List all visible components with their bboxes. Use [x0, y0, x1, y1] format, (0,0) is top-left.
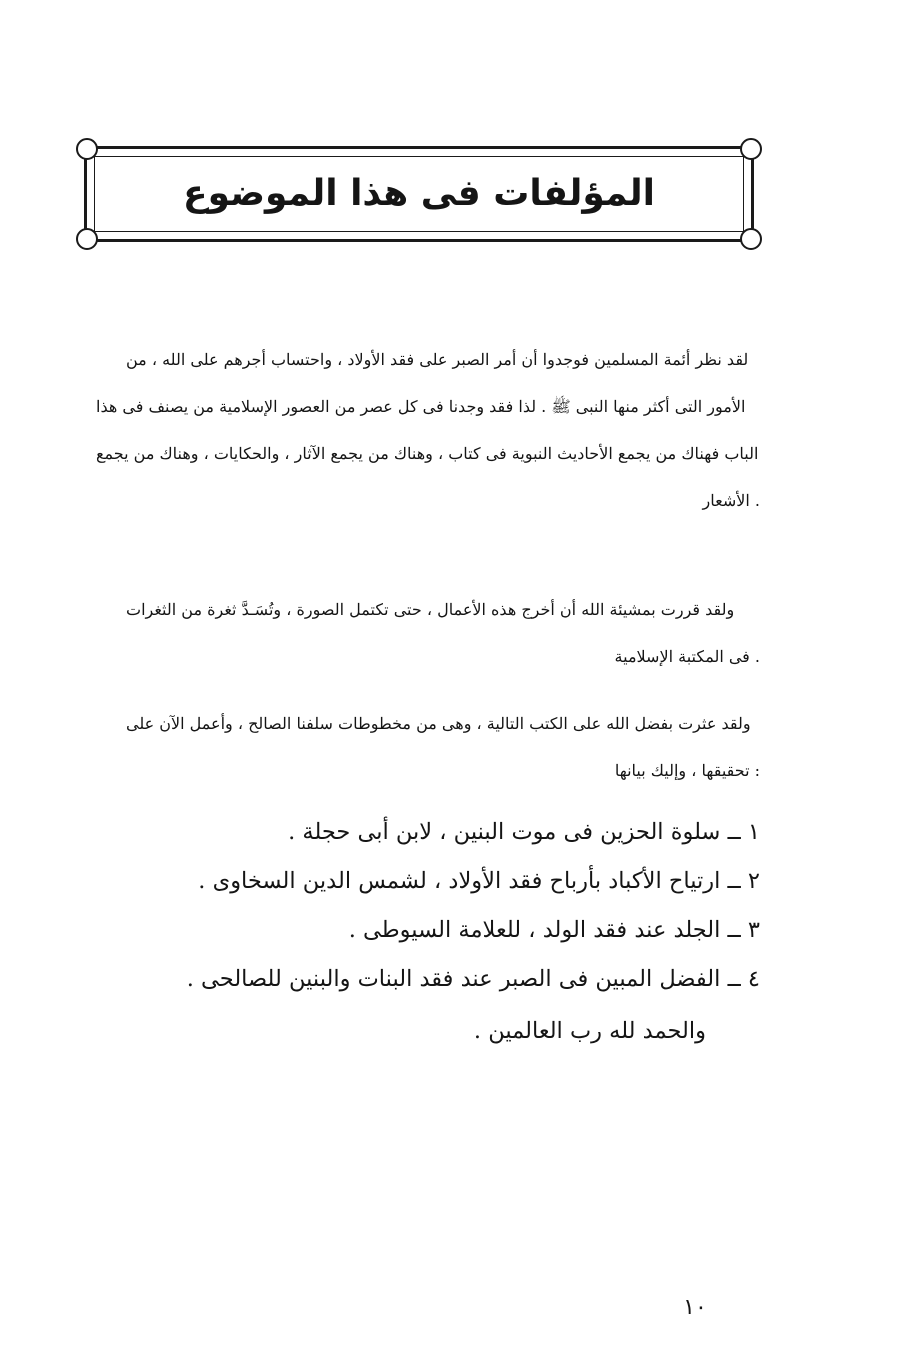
page-title: المؤلفات فى هذا الموضوع	[183, 173, 655, 214]
list-item: ٣ ــ الجلد عند فقد الولد ، للعلامة السيوطى .	[348, 917, 760, 943]
title-frame	[84, 146, 754, 242]
frame-corner-ornament	[740, 228, 762, 250]
paragraph-decision: ولقد قررت بمشيئة الله أن أخرج هذه الأعمال ، حتى تكتمل الصورة ، وتُسَـدَّ ثغرة من الثغرات فى المكتبة الإسلامية .	[126, 600, 760, 666]
closing-line: والحمد لله رب العالمين .	[473, 1018, 706, 1044]
list-item: ٢ ــ ارتياح الأكباد بأرباح فقد الأولاد ، لشمس الدين السخاوى .	[198, 868, 760, 894]
books-list	[96, 808, 760, 1004]
paragraph-manuscripts: ولقد عثرت بفضل الله على الكتب التالية ، وهى من مخطوطات سلفنا الصالح ، وأعمل الآن على تحقيقها ، وإليك بيانها :	[126, 714, 760, 780]
frame-corner-ornament	[740, 138, 762, 160]
frame-corner-ornament	[76, 138, 98, 160]
list-item: ١ ــ سلوة الحزين فى موت البنين ، لابن أبى حجلة .	[288, 819, 760, 845]
page-number: ١٠	[683, 1295, 707, 1320]
paragraph-intro: لقد نظر أئمة المسلمين فوجدوا أن أمر الصبر على فقد الأولاد ، واحتساب أجرهم على الله ، من الأمور التى أكثر منها النبى ﷺ . لذا فقد وجدنا فى كل عصر من العصور الإسلامية من يصنف فى هذا الباب فهناك من يجمع الأحاديث النبوية فى كتاب ، وهناك من يجمع الآثار ، والحكايات ، وهناك من يجمع الأشعار .	[96, 350, 760, 510]
list-item: ٤ ــ الفضل المبين فى الصبر عند فقد البنات والبنين للصالحى .	[186, 966, 760, 992]
frame-corner-ornament	[76, 228, 98, 250]
